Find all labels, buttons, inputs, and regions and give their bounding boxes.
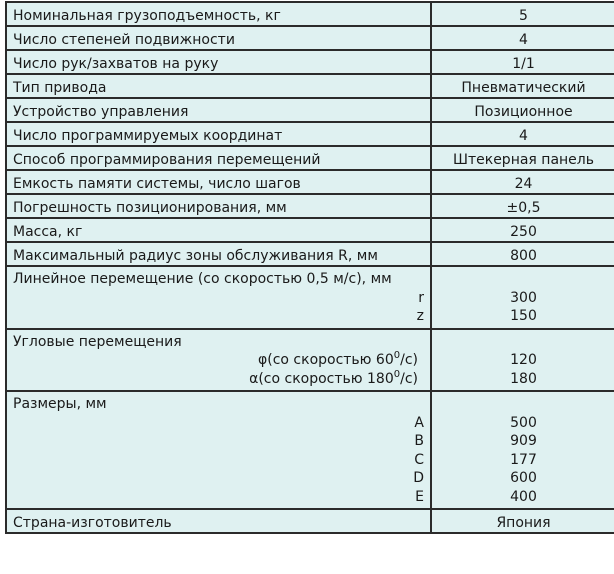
sub-value: 150 — [510, 308, 537, 324]
table-row-linear — [6, 266, 614, 329]
param-cell: Масса, кг — [6, 218, 431, 242]
value-cell — [431, 329, 614, 392]
sub-label — [13, 370, 424, 389]
param-cell — [6, 266, 431, 329]
symbol: φ — [257, 352, 268, 368]
group-title: Угловые перемещения — [13, 333, 182, 350]
sub-label: z — [416, 308, 424, 324]
sub-value: 177 — [510, 451, 537, 468]
param-cell: Способ программирования перемещений — [6, 146, 431, 170]
value-cell: 5 — [431, 2, 614, 26]
specs-table-body — [6, 2, 614, 533]
value-cell: 800 — [431, 242, 614, 266]
table-row — [6, 218, 614, 242]
table-row — [6, 194, 614, 218]
sub-label — [13, 351, 424, 370]
table-row — [6, 146, 614, 170]
table-row — [6, 170, 614, 194]
sub-value: 120 — [510, 352, 537, 368]
value-cell: 250 — [431, 218, 614, 242]
value-cell: Штекерная панель — [431, 146, 614, 170]
label-text: (со скоростью 60 — [267, 352, 394, 368]
sub-value: 600 — [510, 470, 537, 486]
sub-value: 500 — [510, 414, 537, 431]
symbol: α — [249, 370, 259, 387]
spacer — [438, 395, 609, 414]
value-cell — [431, 391, 614, 509]
table-row — [6, 2, 614, 26]
sub-label: D — [413, 470, 424, 486]
param-cell: Тип привода — [6, 74, 431, 98]
group-title: Размеры, мм — [13, 396, 107, 412]
table-row — [6, 74, 614, 98]
table-row — [6, 122, 614, 146]
value-cell — [431, 266, 614, 329]
table-row — [6, 509, 614, 533]
param-cell — [6, 391, 431, 509]
param-cell — [6, 329, 431, 392]
value-cell: ±0,5 — [431, 194, 614, 218]
table-row-dims — [6, 391, 614, 509]
table-row — [6, 98, 614, 122]
param-cell: Страна-изготовитель — [6, 509, 431, 533]
value-cell: 1/1 — [431, 50, 614, 74]
param-cell: Максимальный радиус зоны обслуживания R, мм — [6, 242, 431, 266]
value-cell: Позиционное — [431, 98, 614, 122]
param-cell: Номинальная грузоподъемность, кг — [6, 2, 431, 26]
spacer — [438, 333, 609, 352]
sub-label: C — [414, 451, 424, 468]
param-cell: Число рук/захватов на руку — [6, 50, 431, 74]
table-row — [6, 242, 614, 266]
table-row-angular — [6, 329, 614, 392]
param-cell: Погрешность позиционирования, мм — [6, 194, 431, 218]
sub-value: 300 — [510, 289, 537, 306]
value-cell: 4 — [431, 122, 614, 146]
table-row — [6, 50, 614, 74]
value-cell: 4 — [431, 26, 614, 50]
value-cell: 24 — [431, 170, 614, 194]
group-title: Линейное перемещение (со скоростью 0,5 м/с), мм — [13, 271, 392, 287]
sub-label: B — [414, 433, 424, 449]
sub-value: 400 — [510, 488, 537, 505]
sub-label: r — [418, 289, 424, 306]
table-row — [6, 26, 614, 50]
param-cell: Число программируемых координат — [6, 122, 431, 146]
label-text: /с) — [400, 370, 418, 387]
value-cell: Япония — [431, 509, 614, 533]
param-cell: Емкость памяти системы, число шагов — [6, 170, 431, 194]
sub-value: 180 — [510, 370, 537, 387]
label-text: (со скоростью 180 — [258, 370, 394, 387]
superscript: 0 — [393, 368, 401, 380]
label-text: /с) — [400, 352, 418, 368]
value-cell: Пневматический — [431, 74, 614, 98]
superscript: 0 — [393, 350, 401, 361]
spacer — [438, 270, 609, 289]
sub-label: A — [414, 414, 424, 431]
specs-table — [5, 1, 614, 534]
sub-label: E — [415, 488, 424, 505]
param-cell: Число степеней подвижности — [6, 26, 431, 50]
param-cell: Устройство управления — [6, 98, 431, 122]
sub-value: 909 — [510, 433, 537, 449]
